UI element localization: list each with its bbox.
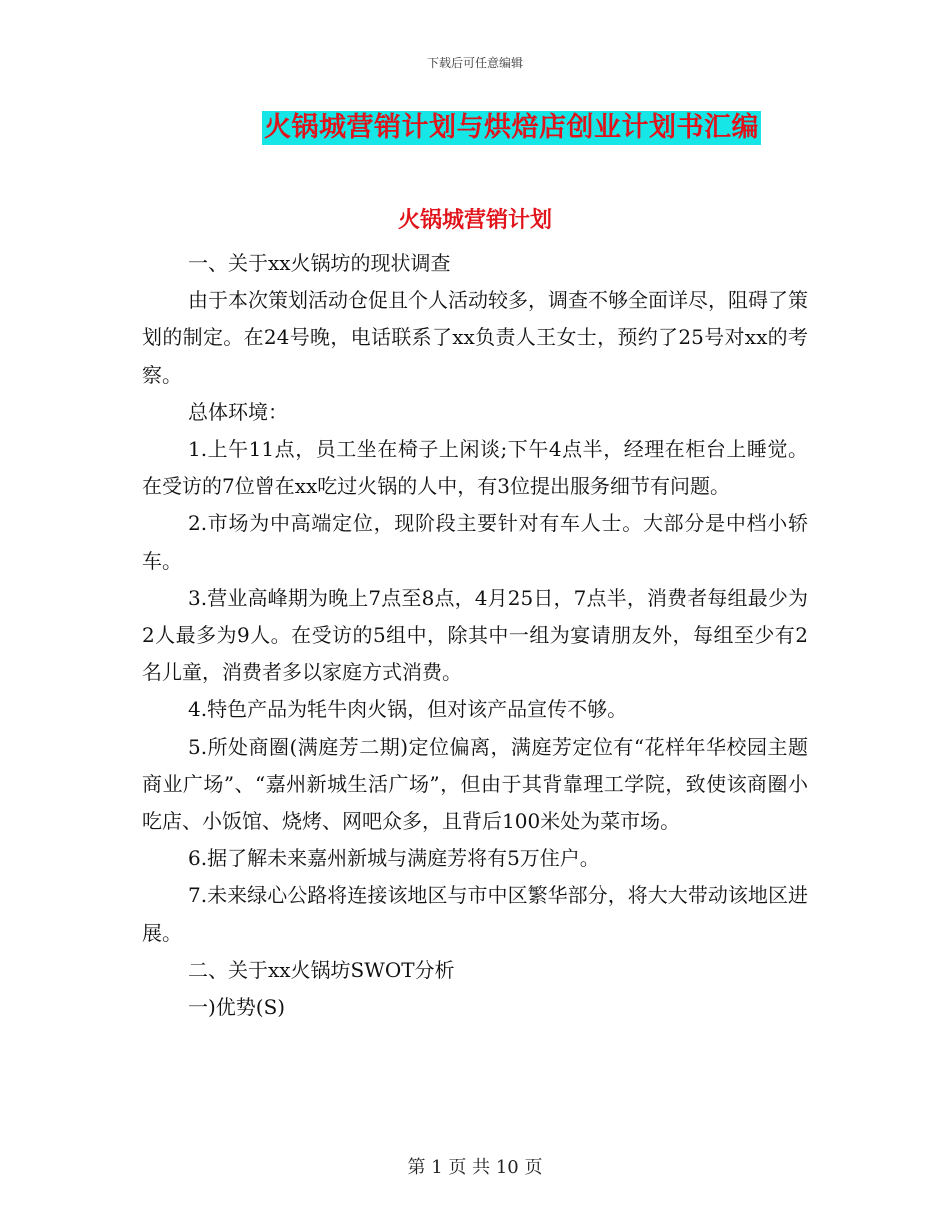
list-item-1: 1.上午11点，员工坐在椅子上闲谈;下午4点半，经理在柜台上睡觉。在受访的7位曾在xx吃过火锅的人中，有3位提出服务细节有问题。: [142, 437, 808, 499]
heading-swot: 二、关于xx火锅坊SWOT分析: [188, 957, 455, 982]
document-title: 火锅城营销计划与烘焙店创业计划书汇编: [264, 112, 759, 143]
paragraph-intro: 由于本次策划活动仓促且个人活动较多，调查不够全面详尽，阻碍了策划的制定。在24号晚，电话联系了xx负责人王女士，预约了25号对xx的考察。: [142, 288, 808, 387]
subheading-environment: 总体环境：: [188, 399, 288, 424]
list-item-2: 2.市场为中高端定位，现阶段主要针对有车人士。大部分是中档小轿车。: [142, 511, 808, 573]
list-item-6: 6.据了解未来嘉州新城与满庭芳将有5万住户。: [188, 846, 600, 871]
page-footer: 第 1 页 共 10 页: [407, 1157, 543, 1178]
list-item-7: 7.未来绿心公路将连接该地区与市中区繁华部分，将大大带动该地区进展。: [142, 883, 808, 945]
subheading-strengths: 一)优势(S): [188, 995, 286, 1020]
list-item-3: 3.营业高峰期为晚上7点至8点，4月25日，7点半，消费者每组最少为2人最多为9人。在受访的5组中，除其中一组为宴请朋友外，每组至少有2名儿童，消费者多以家庭方式消费。: [142, 585, 808, 685]
document-body: [142, 245, 808, 1026]
list-item-5: 5.所处商圈(满庭芳二期)定位偏离，满庭芳定位有“花样年华校园主题商业广场”、“嘉州新城生活广场”，但由于其背靠理工学院，致使该商圈小吃店、小饭馆、烧烤、网吧众多，且背后100米处为菜市场。: [142, 734, 808, 834]
heading-status-survey: 一、关于xx火锅坊的现状调查: [188, 251, 451, 275]
header-note: 下载后可任意编辑: [426, 56, 523, 70]
list-item-4: 4.特色产品为牦牛肉火锅，但对该产品宣传不够。: [188, 697, 628, 722]
section-title: 火锅城营销计划: [397, 208, 552, 233]
